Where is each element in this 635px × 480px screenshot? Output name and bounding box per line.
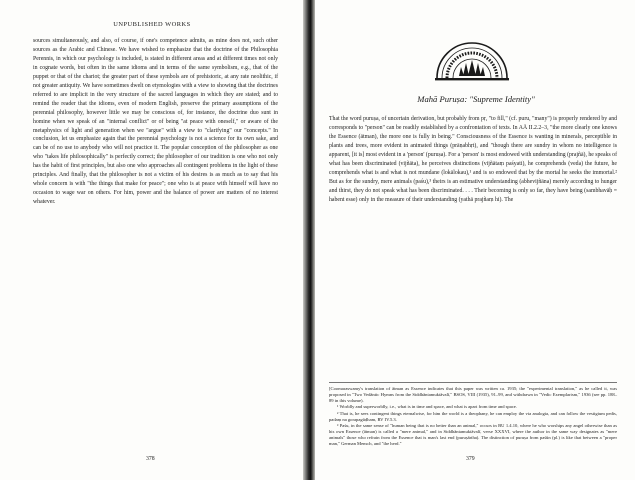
lotus-ornament-icon: [433, 38, 511, 82]
left-body-text: [33, 37, 278, 207]
footnote-rule: [329, 382, 617, 383]
right-paragraph: That the word puruṣa, of uncertain derivation, but probably from pṛ, "to fill," (cf. puru, "many") is properly rendered by and corresponds to "person" can be readily established by a confrontation of texts. In AĀ II.2.2–3, "the more clearly one knows the Essence (ātman), the more one is fully in being." Consciousness of the Essence is wanting in minerals, perceptible in plants and trees, more evident in animated things (prāṇabhṛt), and "though there are sundry in whom no intelligence is apparent, [it is] most evident in a 'person' (puruṣa). For a 'person' is most endowed with understanding (prajñā), he speaks of what has been discriminated (vijñāta), he perceives distinctions (vijñātaṃ paśyati), he comprehends (veda) the future, he comprehends what is and what is not mundane (lokālokau),¹ and is so endowed that by the mortal he seeks the immortal.² But as for the sundry, mere animals (paśu),³ theirs is an estimative understanding (abhevijñāna) merely according to hunger and thirst, they do not speak what has been discriminated. . . . Their becoming is only so far, they have being (sambhavāḥ = habent esse) only in the measure of their understanding (yathā prajñaṃ hi). The: [329, 116, 617, 203]
footnote-2: ² That is, he sees contingent things eternalwise, for him the world is a theophany, he can employ the via analogia, and can follow the vestigium pedis, padaṃ na gorapagūḍham, RV IV.5.3.: [329, 410, 617, 422]
footnotes: [329, 386, 617, 448]
footnote-1: ¹ Worldly and superworldly, i.e., what is in time and space, and what is apart from time and space.: [337, 404, 517, 410]
right-body-text: [329, 115, 617, 205]
right-page: [315, 0, 635, 480]
running-head: UNPUBLISHED WORKS: [113, 21, 191, 28]
left-paragraph: sources simultaneously, and also, of course, if one's competence admits, as mine does not, such other sources as the Arabic and Chinese. We have wished to emphasize that the doctrine of the Philosophia Perennis, in which our psychology is included, is stated in different areas and at different times not only in cognate words, but often in the same idioms and in terms of the same symbolism, e.g., that of the puppet or that of the chariot; the greater part of these symbols are of prehistoric, at any rate neolithic, if not greater antiquity. We have sometimes dwelt on etymologies with a view to showing that the doctrines referred to are implicit in the very structure of the sacred languages in which they are stated; and to remind the reader that the idioms, even of modern English, preserve the primary assumptions of the perennial philosophy, however little we may be conscious of, for instance, the doctrine duo sunt in homine when we speak of an "internal conflict" or of being "at peace with oneself," or aware of the metaphysics of light and generation when we "argue" with a view to "clarifying" our "concepts." In conclusion, let us emphasize again that the perennial psychology is not a science for its own sake, and can be of no use to anybody who will not practice it. The popular conception of the philosopher as one who "takes life philosophically" is perfectly correct; the philosopher of our tradition is one who not only has the habit of first principles, but also one who approaches all contingent problems in the light of these principles. And finally, that the philosopher is not a victim of his desires is as much as to say that his whole concern is with "the things that make for peace"; one who is at peace with himself will have no occasion to wage war on others. For him, power and the balance of power are matters of no interest whatever.: [33, 38, 278, 206]
right-folio: 379: [466, 456, 475, 462]
left-page: [0, 0, 305, 480]
chapter-title: Mahā Puruṣa: "Supreme Identity": [417, 94, 535, 104]
footnote-editorial: [Coomaraswamy's translation of ātman as Essence indicates that this paper was written ca. 1935; the "experimental translation," as he called it, was proposed in "Two Vedāntic Hymns from the Siddhāntamuktāvalī," BSOS, VIII (1935), 91–99, and withdrawn in "Vedic Exemplarism," 1936 (see pp. 188–89 in this volume).: [329, 386, 617, 404]
left-folio: 378: [146, 456, 155, 462]
footnote-3: ³ Paśu, in the same sense of "human being that is no better than an animal," occurs in BU 1.4.10, where he who worships any angel otherwise than as his own Essence (ātman) is called a "mere animal," and in Siddhāntamuktāvalī, verse XXXVI, where the author in the same way designates as "mere animals" those who refrain from the Essence that is man's last end (puruṣārtha). The distinction of puruṣa from paśūn (pl.) is like that between a "proper man," German Mensch, and "the herd.": [329, 422, 617, 447]
